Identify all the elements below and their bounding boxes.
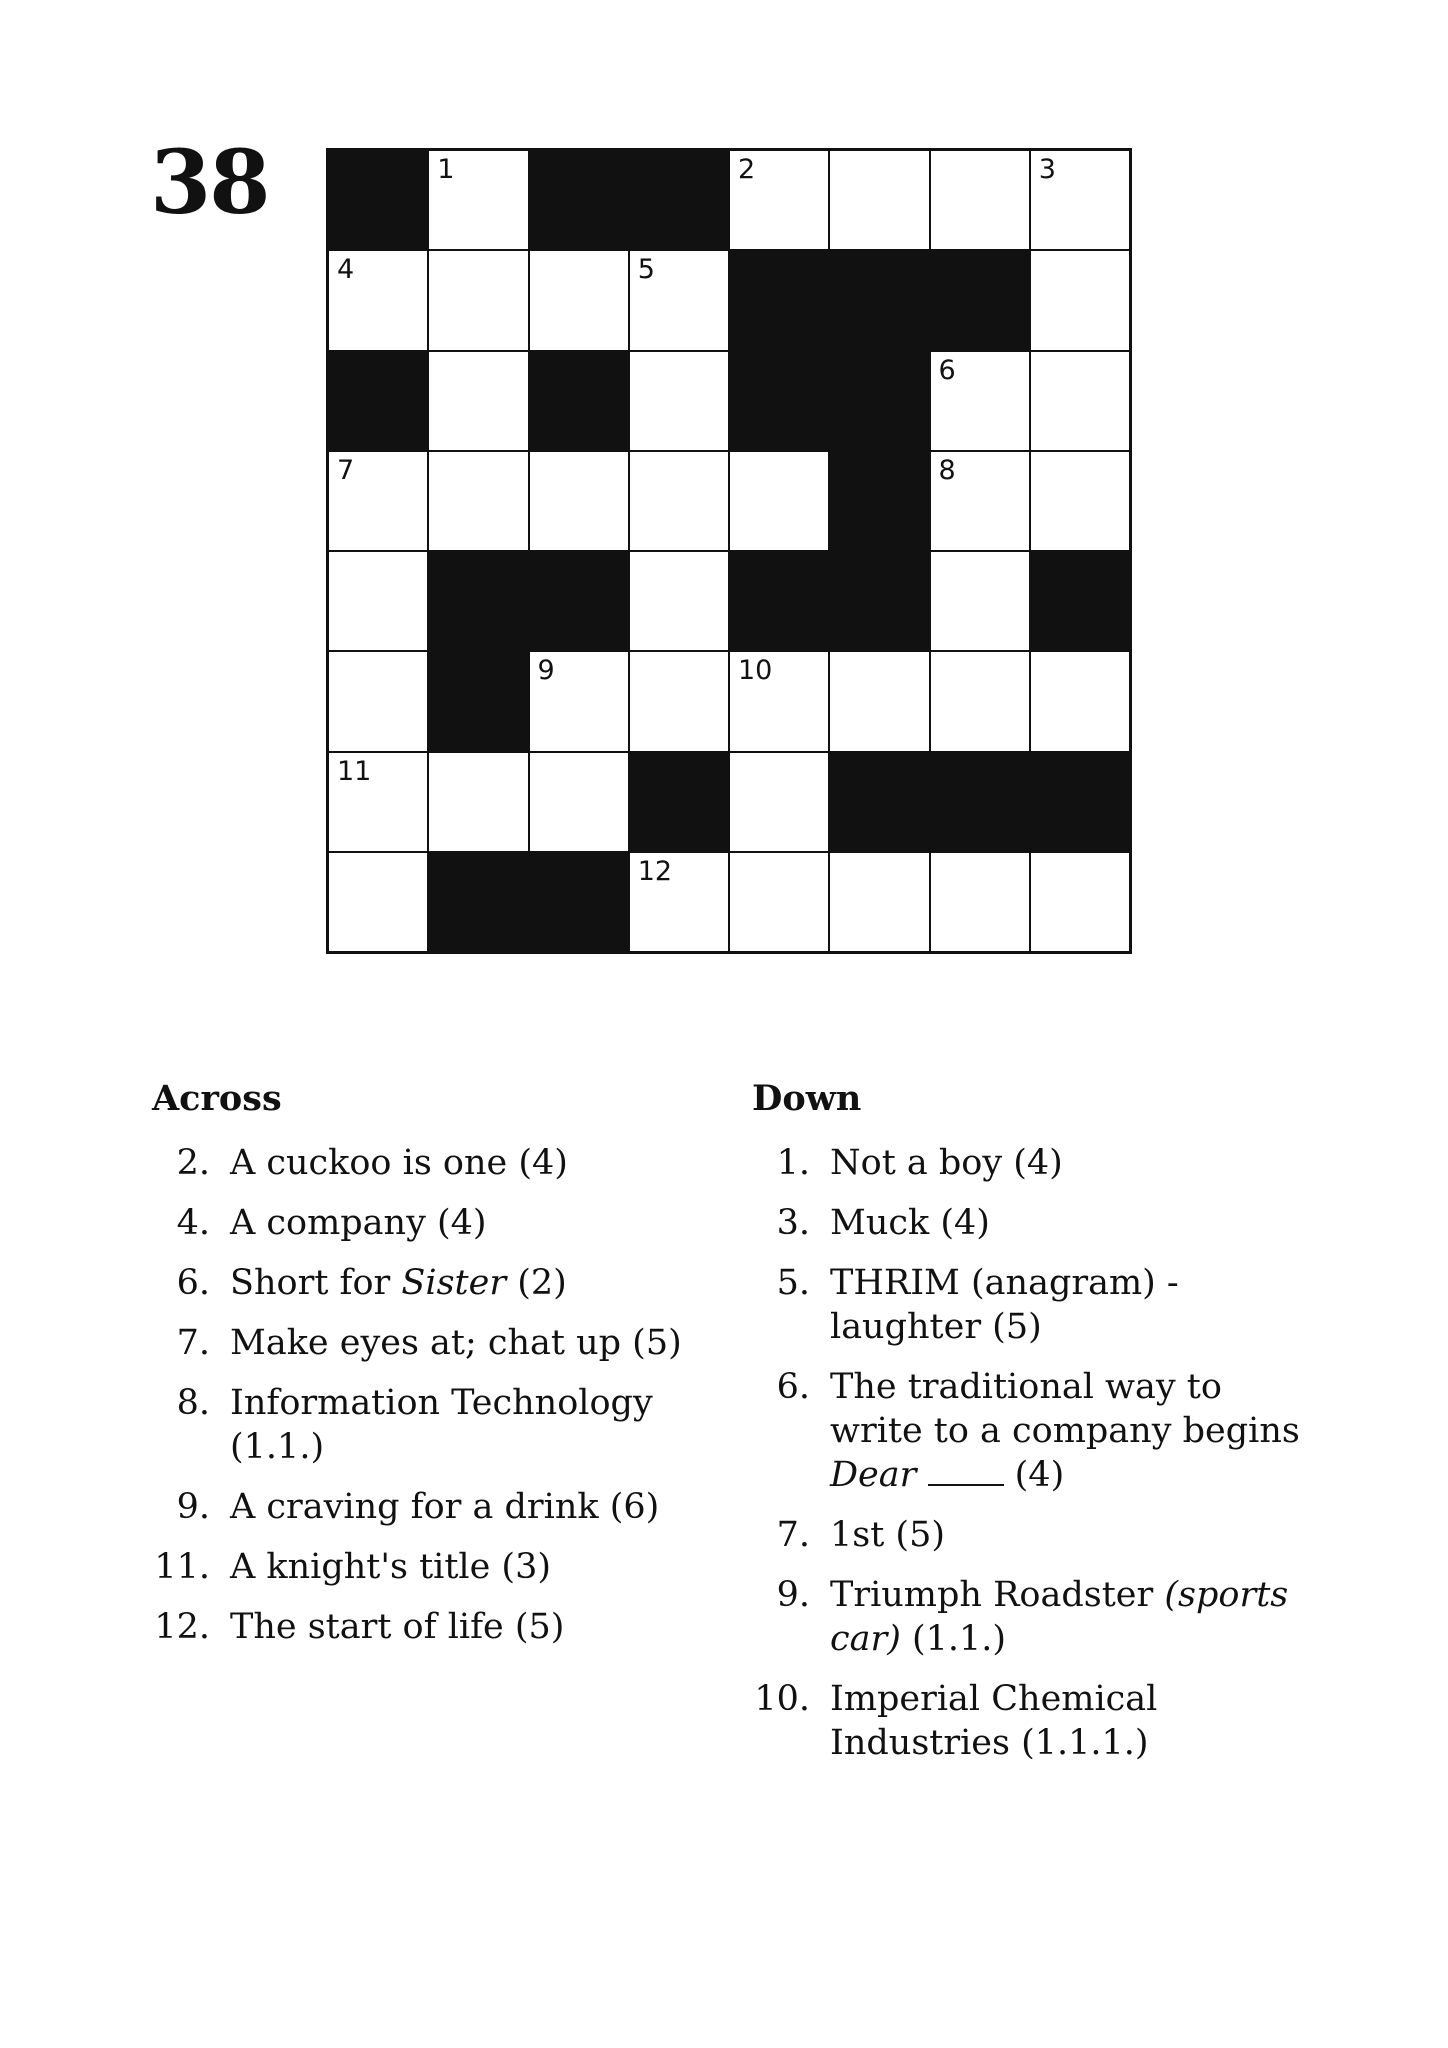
grid-cell-black <box>931 753 1029 851</box>
grid-cell[interactable] <box>429 753 527 851</box>
grid-cell[interactable] <box>931 652 1029 750</box>
clue-number: 3 <box>1038 154 1056 185</box>
across-clue <box>152 1545 712 1589</box>
puzzle-number: 38 <box>150 130 269 234</box>
grid-cell[interactable] <box>830 151 928 249</box>
clue-text-part: (2) <box>506 1263 567 1303</box>
clue-number: 2. <box>176 1143 210 1183</box>
grid-cell[interactable] <box>630 452 728 550</box>
grid-cell[interactable] <box>630 552 728 650</box>
clue-text: A cuckoo is one (4) <box>230 1143 568 1183</box>
clue-number: 12. <box>154 1607 210 1647</box>
clue-number: 5 <box>637 254 655 286</box>
grid-cell-black <box>429 652 527 750</box>
grid-cell[interactable] <box>530 652 628 750</box>
across-clue <box>152 1321 712 1365</box>
grid-cell-black <box>1031 753 1129 851</box>
clue-number: 9 <box>537 655 555 687</box>
clue-number: 2 <box>738 154 756 185</box>
clue-number: 12 <box>637 855 673 887</box>
grid-cell[interactable] <box>1031 452 1129 550</box>
grid-cell[interactable] <box>530 251 628 349</box>
grid-cell[interactable] <box>630 251 728 349</box>
grid-cell[interactable] <box>1031 151 1129 249</box>
clue-number: 7 <box>337 454 355 486</box>
grid-cell-black <box>630 753 728 851</box>
grid-cell[interactable] <box>429 151 527 249</box>
clue-number: 10. <box>754 1679 810 1719</box>
grid-cell[interactable] <box>329 753 427 851</box>
across-clue <box>152 1485 712 1529</box>
clue-text: Make eyes at; chat up (5) <box>230 1323 682 1363</box>
clue-text-part: The traditional way to write to a company begins <box>830 1367 1300 1451</box>
grid-cell[interactable] <box>1031 251 1129 349</box>
down-clue <box>752 1201 1312 1245</box>
clue-text-part: (1.1.) <box>900 1619 1007 1659</box>
grid-cell[interactable] <box>730 151 828 249</box>
clue-text-italic: Dear <box>830 1455 917 1495</box>
grid-cell-black <box>830 452 928 550</box>
grid-cell-black <box>329 151 427 249</box>
down-clues <box>752 1077 1312 1781</box>
grid-cell-black <box>730 352 828 450</box>
grid-cell[interactable] <box>329 853 427 951</box>
grid-cell[interactable] <box>429 352 527 450</box>
answer-blank <box>928 1454 1004 1486</box>
grid-cell[interactable] <box>931 552 1029 650</box>
clue-number: 9. <box>176 1487 210 1527</box>
grid-cell[interactable] <box>1031 853 1129 951</box>
grid-cell[interactable] <box>730 452 828 550</box>
grid-cell-black <box>830 552 928 650</box>
grid-cell-black <box>530 853 628 951</box>
across-heading: Across <box>152 1078 282 1119</box>
clue-text <box>830 1573 1312 1661</box>
clue-text: THRIM (anagram) - laughter (5) <box>830 1263 1179 1347</box>
clue-number: 7. <box>176 1323 210 1363</box>
grid-cell[interactable] <box>329 452 427 550</box>
grid-cell[interactable] <box>931 352 1029 450</box>
across-clues <box>152 1077 712 1665</box>
down-clue <box>752 1141 1312 1185</box>
grid-cell[interactable] <box>1031 352 1129 450</box>
grid-cell[interactable] <box>429 251 527 349</box>
grid-cell-black <box>730 552 828 650</box>
down-heading: Down <box>752 1078 862 1119</box>
grid-cell[interactable] <box>329 652 427 750</box>
grid-cell-black <box>1031 552 1129 650</box>
grid-cell-black <box>730 251 828 349</box>
clue-text-part: Short for <box>230 1263 402 1303</box>
grid-cell-black <box>429 853 527 951</box>
grid-cell[interactable] <box>530 753 628 851</box>
clue-number: 4 <box>337 254 355 286</box>
crossword-grid <box>326 148 1132 954</box>
grid-cell-black <box>931 251 1029 349</box>
across-clue <box>152 1605 712 1649</box>
clue-number: 6 <box>938 354 956 386</box>
clue-number: 1. <box>776 1143 810 1183</box>
down-clue <box>752 1261 1312 1349</box>
grid-cell[interactable] <box>730 652 828 750</box>
clue-number: 8. <box>176 1383 210 1423</box>
across-clue <box>152 1141 712 1185</box>
grid-cell[interactable] <box>630 352 728 450</box>
grid-cell[interactable] <box>931 151 1029 249</box>
grid-cell[interactable] <box>329 251 427 349</box>
grid-cell[interactable] <box>730 753 828 851</box>
clue-text: Muck (4) <box>830 1203 990 1243</box>
clue-number: 3. <box>776 1203 810 1243</box>
clue-number: 11 <box>337 755 372 787</box>
grid-cell-black <box>329 352 427 450</box>
clue-text: 1st (5) <box>830 1515 945 1555</box>
clue-text-italic: (sports car) <box>830 1575 1289 1659</box>
clue-number: 5. <box>776 1263 810 1303</box>
clue-text: A knight's title (3) <box>230 1547 551 1587</box>
clue-number: 10 <box>738 655 773 687</box>
grid-cell-black <box>830 753 928 851</box>
clue-text <box>230 1261 712 1305</box>
grid-cell-black <box>630 151 728 249</box>
grid-cell[interactable] <box>630 853 728 951</box>
grid-cell-black <box>429 552 527 650</box>
clue-text: A company (4) <box>230 1203 487 1243</box>
grid-cell[interactable] <box>530 452 628 550</box>
grid-cell-black <box>530 552 628 650</box>
clue-number: 8 <box>938 454 956 486</box>
clue-text: Imperial Chemical Industries (1.1.1.) <box>830 1679 1158 1763</box>
clue-number: 6. <box>176 1263 210 1303</box>
grid-cell[interactable] <box>931 452 1029 550</box>
across-clue <box>152 1201 712 1245</box>
clue-text: Not a boy (4) <box>830 1143 1063 1183</box>
clue-text: A craving for a drink (6) <box>230 1487 660 1527</box>
grid-cell[interactable] <box>830 853 928 951</box>
down-clue <box>752 1677 1312 1765</box>
grid-cell[interactable] <box>931 853 1029 951</box>
down-clue-list <box>752 1141 1312 1765</box>
clue-text-part: (4) <box>1003 1455 1065 1495</box>
down-clue <box>752 1573 1312 1661</box>
down-clue <box>752 1365 1312 1497</box>
clue-text: Information Technology (1.1.) <box>230 1383 653 1467</box>
clue-number: 11. <box>154 1547 210 1587</box>
grid-cell-black <box>830 251 928 349</box>
clue-number: 1 <box>437 154 455 185</box>
grid-cell[interactable] <box>1031 652 1129 750</box>
grid-cell[interactable] <box>630 652 728 750</box>
clue-text: The start of life (5) <box>230 1607 565 1647</box>
clue-number: 4. <box>176 1203 210 1243</box>
grid-cell-black <box>830 352 928 450</box>
clue-text-italic: Sister <box>401 1263 507 1303</box>
clue-number: 7. <box>776 1515 810 1555</box>
clue-number: 6. <box>776 1367 810 1407</box>
clue-text-part: Triumph Roadster <box>830 1575 1165 1615</box>
grid-cell[interactable] <box>830 652 928 750</box>
grid-cell[interactable] <box>429 452 527 550</box>
across-clue-list <box>152 1141 712 1649</box>
down-clue <box>752 1513 1312 1557</box>
grid-cell[interactable] <box>329 552 427 650</box>
grid-cell-black <box>530 352 628 450</box>
grid-cell-black <box>530 151 628 249</box>
across-clue <box>152 1381 712 1469</box>
grid-cell[interactable] <box>730 853 828 951</box>
clue-text <box>830 1365 1312 1497</box>
clue-number: 9. <box>776 1575 810 1615</box>
across-clue <box>152 1261 712 1305</box>
